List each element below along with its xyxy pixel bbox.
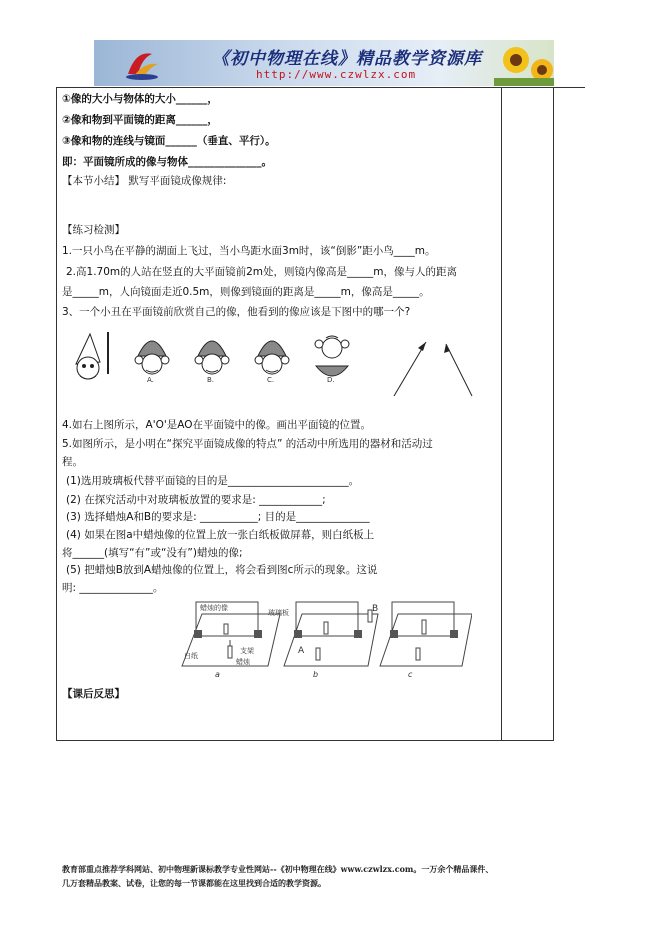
label-candle-image: 蜡烛的像	[200, 604, 228, 612]
footer-line-1: 教育部重点推荐学科网站、初中物理新课标教学专业性网站--《初中物理在线》www.czwlzx.com。一万余个精品课件、	[62, 864, 494, 874]
label-white-paper: 白纸	[184, 652, 198, 660]
clown-original	[76, 332, 108, 379]
question-4: 4.如右上图所示，A'O'是AO在平面镜中的像。画出平面镜的位置。	[62, 419, 372, 431]
question-2: 2.高1.70m的人站在竖直的大平面镜前2m处，则镜内像高是_____m，像与人的距离	[66, 266, 458, 278]
side-cell	[502, 87, 554, 741]
question-5-part-2: (2) 在探究活动中对玻璃板放置的要求是: ____________;	[66, 494, 326, 506]
question-2-cont: 是_____m，人向镜面走近0.5m，则像到镜面的距离是_____m，像高是_____。	[62, 286, 430, 298]
caption-b: b	[313, 670, 319, 679]
header-banner	[94, 40, 554, 86]
banner-title: 《初中物理在线》精品教学资源库	[212, 49, 482, 69]
caption-c: c	[408, 670, 413, 679]
clown-figure	[70, 326, 360, 390]
section-practice: 【练习检测】	[62, 224, 125, 236]
question-5-part-3: (3) 选择蜡烛A和B的要求是: ___________; 目的是______________	[66, 511, 370, 523]
label-candle-a: A	[298, 646, 305, 656]
question-5-cont: 程。	[62, 456, 83, 468]
caption-a: a	[215, 670, 220, 679]
question-1: 1.一只小鸟在平静的湖面上飞过，当小鸟距水面3m时，该“倒影”距小鸟____m。	[62, 245, 436, 257]
footer-line-2: 几万套精品教案、试卷，让您的每一节课都能在这里找到合适的教学资源。	[62, 878, 326, 888]
rule-size: ①像的大小与物体的大小______，	[62, 93, 218, 105]
label-stand: 支架	[240, 647, 254, 655]
question-5-part-1: (1)选用玻璃板代替平面镜的目的是_______________________。	[66, 475, 360, 487]
label-glass-plate: 玻璃板	[268, 609, 289, 617]
clown-option-a	[135, 341, 169, 374]
banner-url: http://www.czwlzx.com	[256, 68, 417, 81]
question-5-part-4-cont: 将______(填写“有”或“没有”)蜡烛的像;	[62, 547, 243, 559]
section-reflection: 【课后反思】	[62, 688, 125, 700]
question-5-part-4: (4) 如果在图a中蜡烛像的位置上放一张白纸板做屏幕，则白纸板上	[66, 529, 375, 541]
question-5: 5.如图所示，是小明在“探究平面镜成像的特点” 的活动中所选用的器材和活动过	[62, 438, 433, 450]
question-5-part-5-cont: 明: ______________。	[62, 582, 164, 594]
question-5-part-5: (5) 把蜡烛B放到A蜡烛像的位置上，将会看到图c所示的现象。这说	[66, 564, 378, 576]
label-candle-b: B	[372, 604, 379, 614]
clown-option-c	[255, 341, 289, 374]
logo-icon	[122, 44, 162, 82]
apparatus-b	[284, 602, 378, 666]
clown-option-d	[315, 336, 349, 376]
rule-line: ③像和物的连线与镜面______（垂直、平行）。	[62, 135, 276, 147]
clown-option-b	[195, 341, 229, 374]
question-3: 3、一个小丑在平面镜前欣赏自己的像，他看到的像应该是下图中的哪一个?	[62, 306, 411, 318]
rule-distance: ②像和物到平面镜的距离______，	[62, 114, 218, 126]
option-a-label: A.	[147, 376, 154, 384]
label-candle: 蜡烛	[236, 658, 250, 666]
option-c-label: C.	[267, 376, 275, 384]
rule-summary: 即：平面镜所成的像与物体______________。	[62, 156, 272, 168]
table-top-extension	[554, 87, 585, 88]
sunflower-icon	[494, 40, 554, 86]
option-d-label: D.	[327, 376, 335, 384]
section-summary: 【本节小结】 默写平面镜成像规律:	[62, 175, 227, 187]
apparatus-c	[380, 602, 472, 666]
ray-figure	[388, 334, 478, 400]
option-b-label: B.	[207, 376, 215, 384]
